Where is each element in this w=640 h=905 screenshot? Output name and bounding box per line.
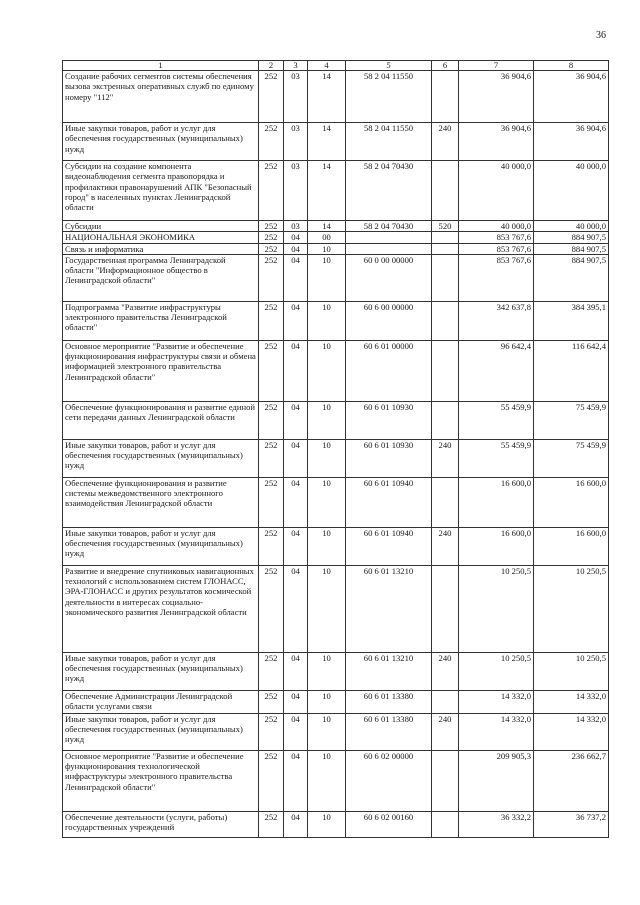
row-subsection-cell: 10 xyxy=(308,713,346,750)
table-row xyxy=(63,401,609,439)
row-section-cell: 04 xyxy=(284,439,308,477)
row-name-cell: Обеспечение функционирования и развитие единой сети передачи данных Ленинградской области xyxy=(63,401,259,439)
row-section-cell: 04 xyxy=(284,565,308,652)
row-expense-type-cell xyxy=(432,301,459,340)
row-amount-2-cell: 36 904,6 xyxy=(534,123,609,161)
row-expense-type-cell: 240 xyxy=(432,713,459,750)
header-cell: 2 xyxy=(259,61,284,71)
row-target-code-cell: 60 6 01 13380 xyxy=(346,713,432,750)
row-amount-2-cell: 884 907,5 xyxy=(534,232,609,243)
row-name-cell: Иные закупки товаров, работ и услуг для обеспечения государственных (муниципальных) нужд xyxy=(63,527,259,565)
row-amount-2-cell: 16 600,0 xyxy=(534,477,609,527)
row-admin-code-cell: 252 xyxy=(259,401,284,439)
row-section-cell: 03 xyxy=(284,161,308,221)
row-section-cell: 04 xyxy=(284,254,308,301)
row-target-code-cell: 60 6 02 00000 xyxy=(346,750,432,811)
row-subsection-cell: 10 xyxy=(308,439,346,477)
row-admin-code-cell: 252 xyxy=(259,713,284,750)
row-admin-code-cell: 252 xyxy=(259,811,284,837)
row-section-cell: 04 xyxy=(284,527,308,565)
row-amount-1-cell: 40 000,0 xyxy=(459,221,534,232)
row-expense-type-cell xyxy=(432,401,459,439)
row-name-cell: Основное мероприятие "Развитие и обеспечение функционирования технологической инфраструктуры электронного правительства Ленинградской области" xyxy=(63,750,259,811)
row-admin-code-cell: 252 xyxy=(259,690,284,713)
row-section-cell: 04 xyxy=(284,652,308,690)
row-amount-1-cell: 10 250,5 xyxy=(459,565,534,652)
row-amount-1-cell: 853 767,6 xyxy=(459,254,534,301)
row-admin-code-cell: 252 xyxy=(259,301,284,340)
table-row xyxy=(63,439,609,477)
row-amount-1-cell: 36 904,6 xyxy=(459,123,534,161)
row-amount-1-cell: 853 767,6 xyxy=(459,243,534,254)
header-cell: 5 xyxy=(346,61,432,71)
row-target-code-cell: 60 6 01 13210 xyxy=(346,652,432,690)
row-admin-code-cell: 252 xyxy=(259,221,284,232)
row-subsection-cell: 10 xyxy=(308,565,346,652)
row-admin-code-cell: 252 xyxy=(259,565,284,652)
row-amount-2-cell: 40 000,0 xyxy=(534,221,609,232)
row-amount-2-cell: 36 904,6 xyxy=(534,71,609,123)
row-section-cell: 04 xyxy=(284,401,308,439)
row-amount-1-cell: 40 000,0 xyxy=(459,161,534,221)
row-subsection-cell: 14 xyxy=(308,161,346,221)
header-cell: 3 xyxy=(284,61,308,71)
row-expense-type-cell: 520 xyxy=(432,221,459,232)
table-header-row xyxy=(63,61,609,71)
row-expense-type-cell xyxy=(432,254,459,301)
row-expense-type-cell xyxy=(432,565,459,652)
row-target-code-cell: 58 2 04 11550 xyxy=(346,71,432,123)
row-subsection-cell: 10 xyxy=(308,340,346,401)
row-subsection-cell: 00 xyxy=(308,232,346,243)
row-expense-type-cell: 240 xyxy=(432,652,459,690)
row-section-cell: 04 xyxy=(284,232,308,243)
row-expense-type-cell xyxy=(432,243,459,254)
row-expense-type-cell xyxy=(432,690,459,713)
table-row xyxy=(63,221,609,232)
row-target-code-cell: 60 6 02 00160 xyxy=(346,811,432,837)
row-subsection-cell: 10 xyxy=(308,811,346,837)
row-target-code-cell xyxy=(346,232,432,243)
header-cell: 1 xyxy=(63,61,259,71)
row-subsection-cell: 14 xyxy=(308,123,346,161)
row-subsection-cell: 14 xyxy=(308,221,346,232)
row-amount-1-cell: 96 642,4 xyxy=(459,340,534,401)
row-target-code-cell: 58 2 04 70430 xyxy=(346,161,432,221)
row-expense-type-cell: 240 xyxy=(432,439,459,477)
table-row xyxy=(63,652,609,690)
table-row xyxy=(63,565,609,652)
row-amount-1-cell: 16 600,0 xyxy=(459,527,534,565)
row-subsection-cell: 10 xyxy=(308,690,346,713)
row-admin-code-cell: 252 xyxy=(259,232,284,243)
page-number: 36 xyxy=(596,30,606,41)
row-expense-type-cell xyxy=(432,750,459,811)
table-row xyxy=(63,254,609,301)
row-amount-1-cell: 209 905,3 xyxy=(459,750,534,811)
row-admin-code-cell: 252 xyxy=(259,750,284,811)
row-name-cell: Обеспечение функционирования и развитие системы межведомственного электронного взаимодействия Ленинградской области xyxy=(63,477,259,527)
row-expense-type-cell xyxy=(432,340,459,401)
table-row xyxy=(63,243,609,254)
table-row xyxy=(63,690,609,713)
header-cell: 4 xyxy=(308,61,346,71)
row-expense-type-cell xyxy=(432,71,459,123)
row-subsection-cell: 10 xyxy=(308,527,346,565)
row-section-cell: 03 xyxy=(284,123,308,161)
table-row xyxy=(63,232,609,243)
row-target-code-cell: 60 6 01 13210 xyxy=(346,565,432,652)
row-name-cell: Субсидии xyxy=(63,221,259,232)
row-target-code-cell: 60 6 01 10940 xyxy=(346,477,432,527)
row-target-code-cell: 60 6 01 00000 xyxy=(346,340,432,401)
row-amount-2-cell: 10 250,5 xyxy=(534,652,609,690)
row-expense-type-cell xyxy=(432,161,459,221)
row-expense-type-cell xyxy=(432,232,459,243)
table-row xyxy=(63,527,609,565)
row-admin-code-cell: 252 xyxy=(259,477,284,527)
row-amount-2-cell: 36 737,2 xyxy=(534,811,609,837)
row-amount-2-cell: 14 332,0 xyxy=(534,713,609,750)
row-name-cell: НАЦИОНАЛЬНАЯ ЭКОНОМИКА xyxy=(63,232,259,243)
row-expense-type-cell: 240 xyxy=(432,123,459,161)
row-section-cell: 04 xyxy=(284,690,308,713)
row-admin-code-cell: 252 xyxy=(259,161,284,221)
row-name-cell: Создание рабочих сегментов системы обеспечения вызова экстренных оперативных служб по единому номеру "112" xyxy=(63,71,259,123)
row-amount-2-cell: 884 907,5 xyxy=(534,243,609,254)
row-name-cell: Основное мероприятие "Развитие и обеспечение функционирования инфраструктуры связи и обмена информацией электронного правительства Ленинградской области" xyxy=(63,340,259,401)
row-name-cell: Обеспечение деятельности (услуги, работы) государственных учреждений xyxy=(63,811,259,837)
row-admin-code-cell: 252 xyxy=(259,71,284,123)
row-target-code-cell: 60 0 00 00000 xyxy=(346,254,432,301)
row-section-cell: 04 xyxy=(284,301,308,340)
row-name-cell: Иные закупки товаров, работ и услуг для обеспечения государственных (муниципальных) нужд xyxy=(63,123,259,161)
row-name-cell: Развитие и внедрение спутниковых навигационных технологий с использованием систем ГЛОНАСС, ЭРА-ГЛОНАСС и других результатов космической деятельности в интересах социально-экономического развития Ленинградской области xyxy=(63,565,259,652)
row-amount-2-cell: 75 459,9 xyxy=(534,439,609,477)
row-name-cell: Иные закупки товаров, работ и услуг для обеспечения государственных (муниципальных) нужд xyxy=(63,439,259,477)
header-cell: 7 xyxy=(459,61,534,71)
row-amount-2-cell: 116 642,4 xyxy=(534,340,609,401)
table-row xyxy=(63,161,609,221)
row-amount-1-cell: 342 637,8 xyxy=(459,301,534,340)
table-row xyxy=(63,477,609,527)
row-section-cell: 04 xyxy=(284,750,308,811)
header-cell: 8 xyxy=(534,61,609,71)
row-name-cell: Обеспечение Администрации Ленинградской области услугами связи xyxy=(63,690,259,713)
row-subsection-cell: 10 xyxy=(308,477,346,527)
row-admin-code-cell: 252 xyxy=(259,527,284,565)
row-subsection-cell: 10 xyxy=(308,301,346,340)
row-admin-code-cell: 252 xyxy=(259,123,284,161)
row-name-cell: Государственная программа Ленинградской области "Информационное общество в Ленинградской области" xyxy=(63,254,259,301)
row-target-code-cell: 58 2 04 11550 xyxy=(346,123,432,161)
row-section-cell: 04 xyxy=(284,340,308,401)
row-amount-1-cell: 55 459,9 xyxy=(459,401,534,439)
row-section-cell: 04 xyxy=(284,713,308,750)
table-row xyxy=(63,713,609,750)
table-row xyxy=(63,750,609,811)
row-target-code-cell: 60 6 01 10930 xyxy=(346,439,432,477)
row-admin-code-cell: 252 xyxy=(259,243,284,254)
row-subsection-cell: 10 xyxy=(308,243,346,254)
row-admin-code-cell: 252 xyxy=(259,652,284,690)
row-target-code-cell: 60 6 01 10930 xyxy=(346,401,432,439)
header-cell: 6 xyxy=(432,61,459,71)
row-amount-1-cell: 10 250,5 xyxy=(459,652,534,690)
row-target-code-cell: 60 6 01 13380 xyxy=(346,690,432,713)
row-name-cell: Связь и информатика xyxy=(63,243,259,254)
row-amount-1-cell: 55 459,9 xyxy=(459,439,534,477)
table-row xyxy=(63,811,609,837)
budget-table xyxy=(62,60,609,838)
row-subsection-cell: 10 xyxy=(308,750,346,811)
row-target-code-cell: 60 6 00 00000 xyxy=(346,301,432,340)
row-subsection-cell: 14 xyxy=(308,71,346,123)
row-admin-code-cell: 252 xyxy=(259,254,284,301)
row-admin-code-cell: 252 xyxy=(259,340,284,401)
row-amount-2-cell: 384 395,1 xyxy=(534,301,609,340)
table-row xyxy=(63,123,609,161)
row-admin-code-cell: 252 xyxy=(259,439,284,477)
row-expense-type-cell xyxy=(432,477,459,527)
row-subsection-cell: 10 xyxy=(308,652,346,690)
row-section-cell: 04 xyxy=(284,811,308,837)
row-amount-1-cell: 853 767,6 xyxy=(459,232,534,243)
row-expense-type-cell xyxy=(432,811,459,837)
row-target-code-cell xyxy=(346,243,432,254)
row-section-cell: 03 xyxy=(284,71,308,123)
row-amount-2-cell: 884 907,5 xyxy=(534,254,609,301)
table-row xyxy=(63,340,609,401)
row-amount-2-cell: 75 459,9 xyxy=(534,401,609,439)
row-name-cell: Субсидии на создание компонента видеонаблюдения сегмента правопорядка и профилактики правонарушений АПК "Безопасный город" в населенных пунктах Ленинградской области xyxy=(63,161,259,221)
row-amount-1-cell: 14 332,0 xyxy=(459,690,534,713)
row-subsection-cell: 10 xyxy=(308,401,346,439)
table-row xyxy=(63,301,609,340)
row-target-code-cell: 60 6 01 10940 xyxy=(346,527,432,565)
row-amount-2-cell: 236 662,7 xyxy=(534,750,609,811)
row-amount-1-cell: 36 904,6 xyxy=(459,71,534,123)
row-amount-1-cell: 14 332,0 xyxy=(459,713,534,750)
row-expense-type-cell: 240 xyxy=(432,527,459,565)
row-amount-1-cell: 36 332,2 xyxy=(459,811,534,837)
row-amount-1-cell: 16 600,0 xyxy=(459,477,534,527)
table-row xyxy=(63,71,609,123)
row-name-cell: Иные закупки товаров, работ и услуг для обеспечения государственных (муниципальных) нужд xyxy=(63,652,259,690)
row-amount-2-cell: 16 600,0 xyxy=(534,527,609,565)
row-name-cell: Подпрограмма "Развитие инфраструктуры электронного правительства Ленинградской области" xyxy=(63,301,259,340)
row-section-cell: 03 xyxy=(284,221,308,232)
row-amount-2-cell: 40 000,0 xyxy=(534,161,609,221)
row-target-code-cell: 58 2 04 70430 xyxy=(346,221,432,232)
row-section-cell: 04 xyxy=(284,243,308,254)
row-amount-2-cell: 10 250,5 xyxy=(534,565,609,652)
row-section-cell: 04 xyxy=(284,477,308,527)
row-subsection-cell: 10 xyxy=(308,254,346,301)
row-amount-2-cell: 14 332,0 xyxy=(534,690,609,713)
row-name-cell: Иные закупки товаров, работ и услуг для обеспечения государственных (муниципальных) нужд xyxy=(63,713,259,750)
